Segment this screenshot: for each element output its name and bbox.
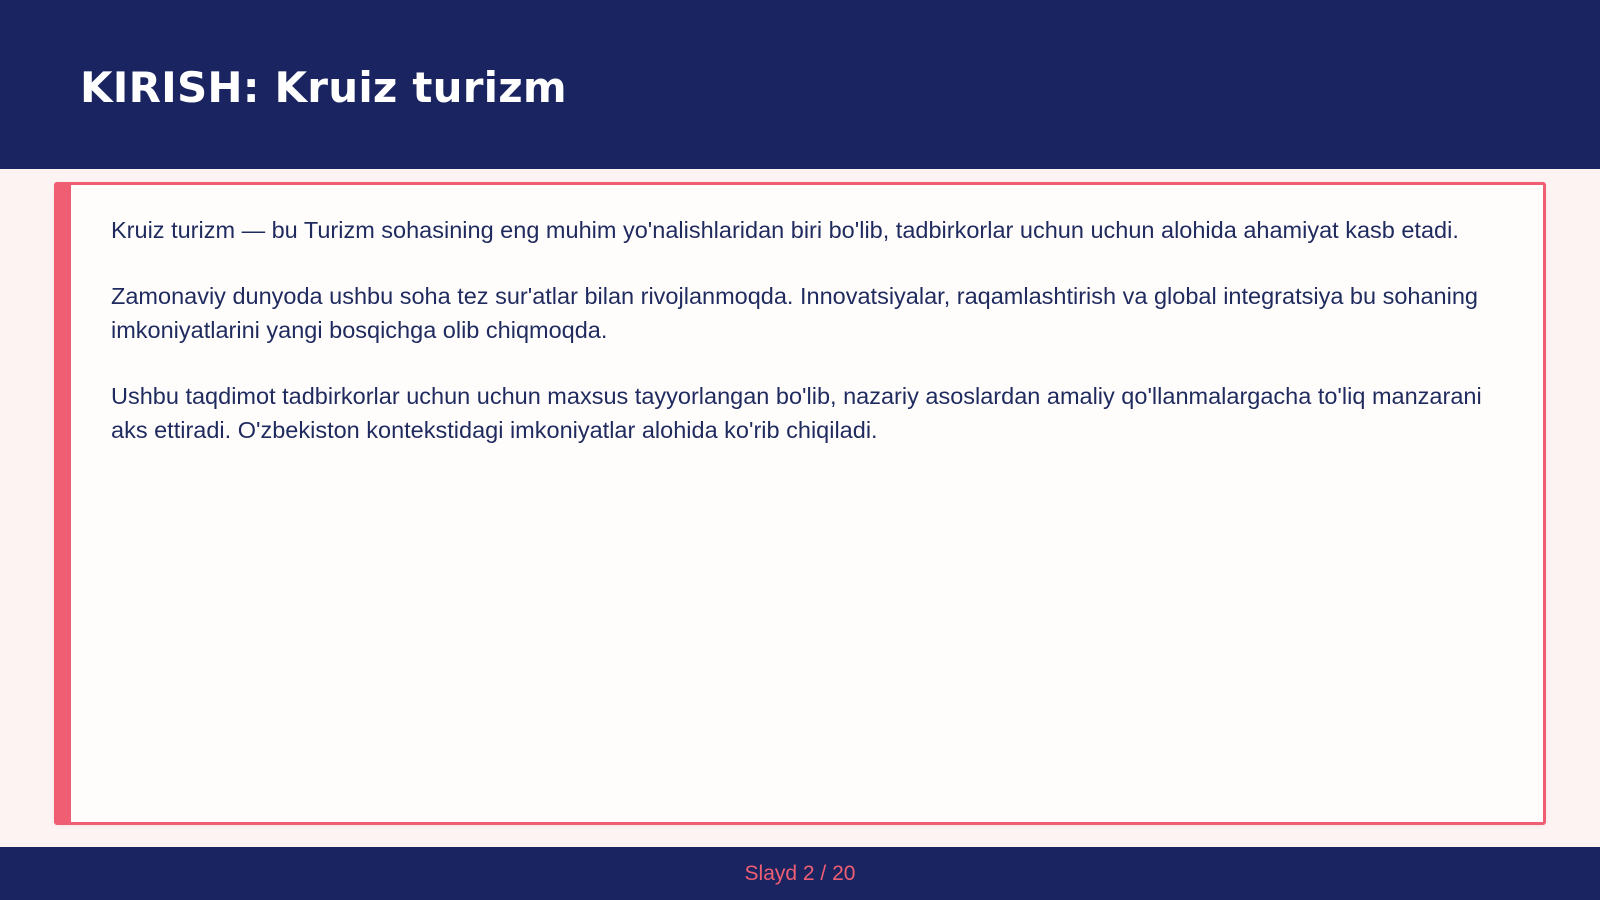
slide-title: KIRISH: Kruiz turizm (80, 63, 567, 112)
slide-header (0, 0, 1600, 169)
content-panel (54, 182, 1546, 825)
slide-footer (0, 847, 1600, 900)
slide-counter: Slayd 2 / 20 (744, 862, 856, 885)
paragraph-presentation-purpose: Ushbu taqdimot tadbirkorlar uchun uchun maxsus tayyorlangan bo'lib, nazariy asoslardan amaliy qo'llanmalargacha to'liq manzarani aks ettiradi. O'zbekiston kontekstidagi imkoniyatlar alohida ko'rib chiqiladi. (111, 383, 1482, 443)
paragraph-modern-world: Zamonaviy dunyoda ushbu soha tez sur'atlar bilan rivojlanmoqda. Innovatsiyalar, raqamlashtirish va global integratsiya bu sohaning imkoniyatlarini yangi bosqichga olib chiqmoqda. (111, 283, 1478, 343)
paragraph-intro: Kruiz turizm — bu Turizm sohasining eng muhim yo'nalishlaridan biri bo'lib, tadbirkorlar uchun uchun alohida ahamiyat kasb etadi. (111, 217, 1459, 243)
content-body (111, 213, 1489, 479)
